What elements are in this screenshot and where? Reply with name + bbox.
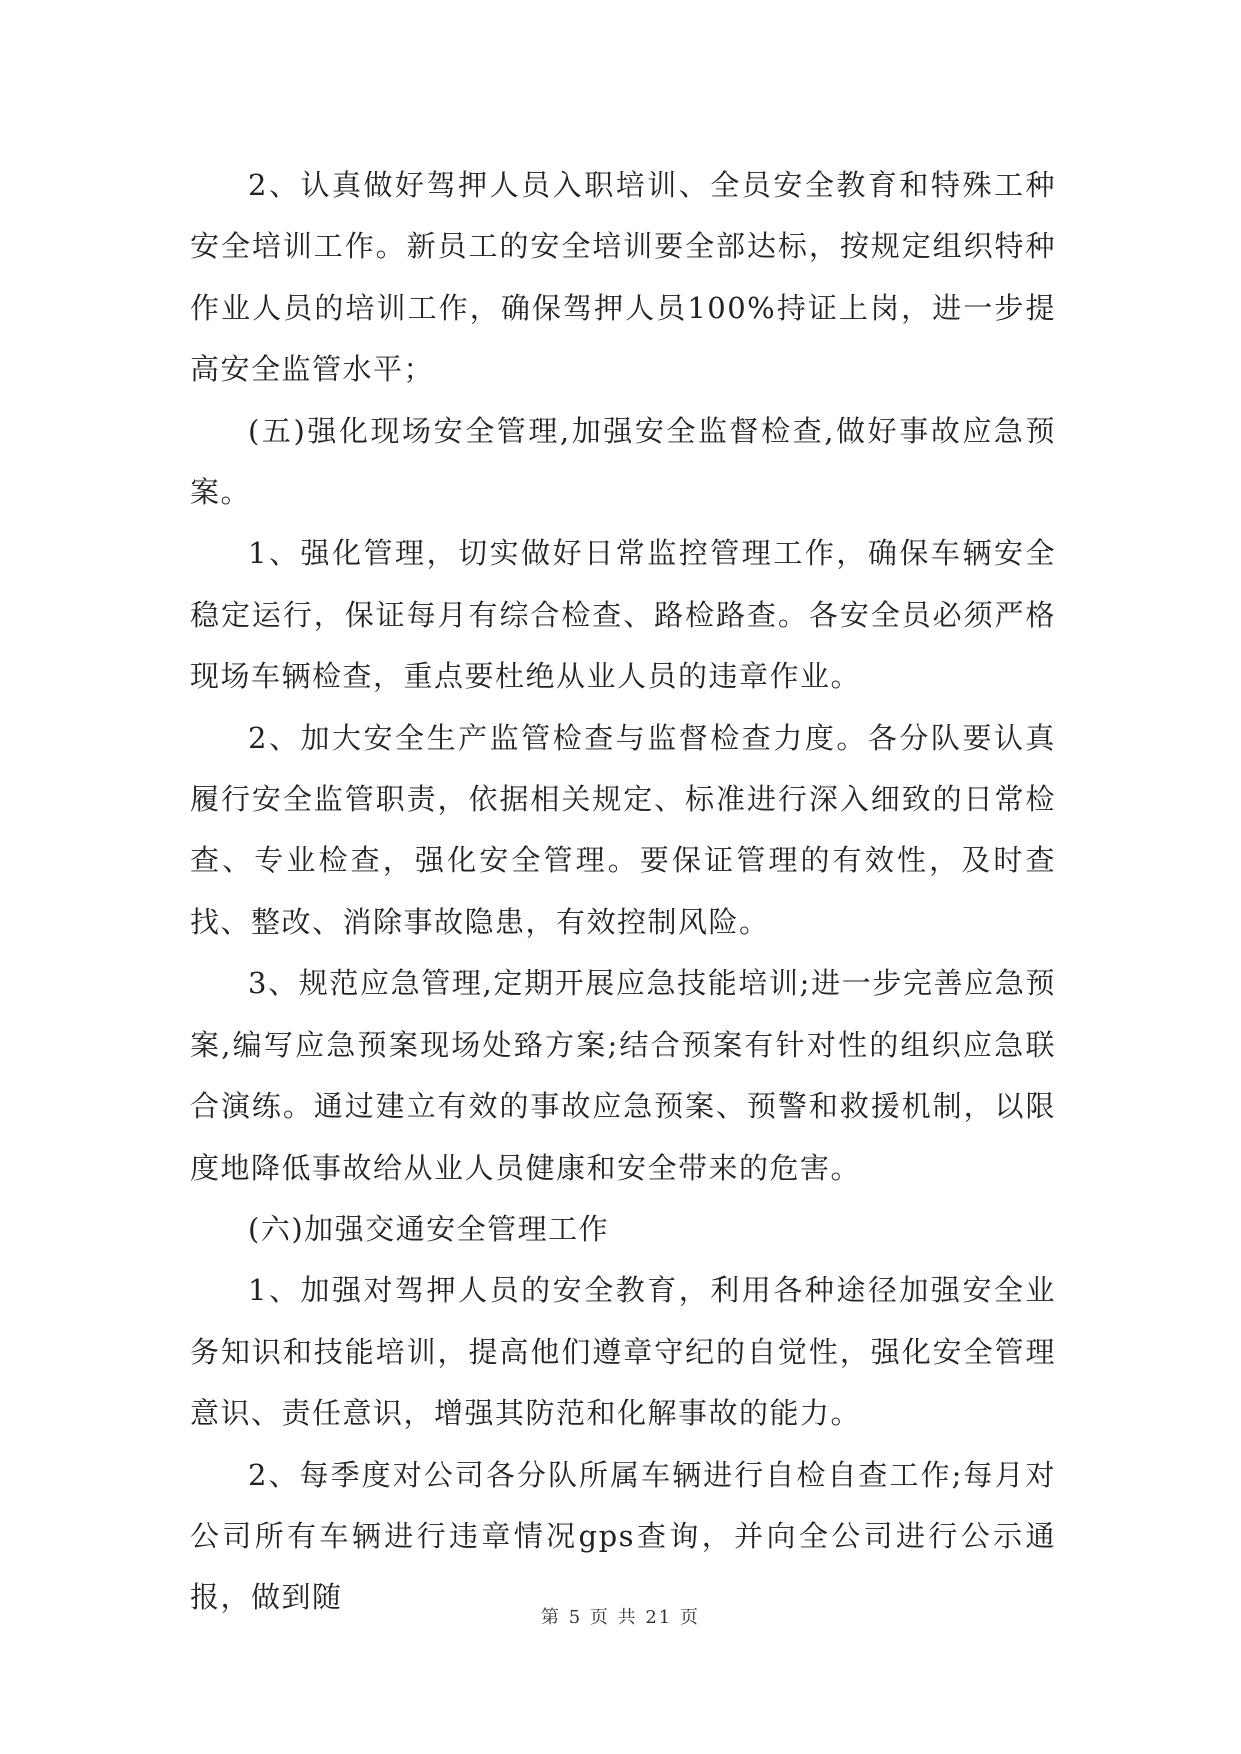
- paragraph-supervision: 2、加大安全生产监管检查与监督检查力度。各分队要认真履行安全监管职责，依据相关规定、标准进行深入细致的日常检查、专业检查，强化安全管理。要保证管理的有效性，及时查找、整改、消除事故隐患，有效控制风险。: [190, 720, 1056, 939]
- section-heading-5: (五)强化现场安全管理,加强安全监督检查,做好事故应急预案。: [190, 413, 1056, 510]
- paragraph-daily-management: 1、强化管理，切实做好日常监控管理工作，确保车辆安全稳定运行，保证每月有综合检查、路检路查。各安全员必须严格现场车辆检查，重点要杜绝从业人员的违章作业。: [190, 536, 1056, 694]
- paragraph-vehicle-inspection: 2、每季度对公司各分队所属车辆进行自检自查工作;每月对公司所有车辆进行违章情况gps查询，并向全公司进行公示通报，做到随: [190, 1457, 1056, 1615]
- paragraph-safety-education: 1、加强对驾押人员的安全教育，利用各种途径加强安全业务知识和技能培训，提高他们遵章守纪的自觉性，强化安全管理意识、责任意识，增强其防范和化解事故的能力。: [190, 1273, 1056, 1431]
- document-body: [190, 155, 1056, 1629]
- section-heading-6: (六)加强交通安全管理工作: [248, 1211, 610, 1246]
- paragraph-training: 2、认真做好驾押人员入职培训、全员安全教育和特殊工种安全培训工作。新员工的安全培训要全部达标，按规定组织特种作业人员的培训工作，确保驾押人员100%持证上岗，进一步提高安全监管水平；: [190, 168, 1056, 387]
- page-number-footer: 第 5 页 共 21 页: [541, 1607, 700, 1628]
- paragraph-emergency: 3、规范应急管理,定期开展应急技能培训;进一步完善应急预案,编写应急预案现场处臵方案;结合预案有针对性的组织应急联合演练。通过建立有效的事故应急预案、预警和救援机制，以限度地降低事故给从业人员健康和安全带来的危害。: [190, 966, 1056, 1185]
